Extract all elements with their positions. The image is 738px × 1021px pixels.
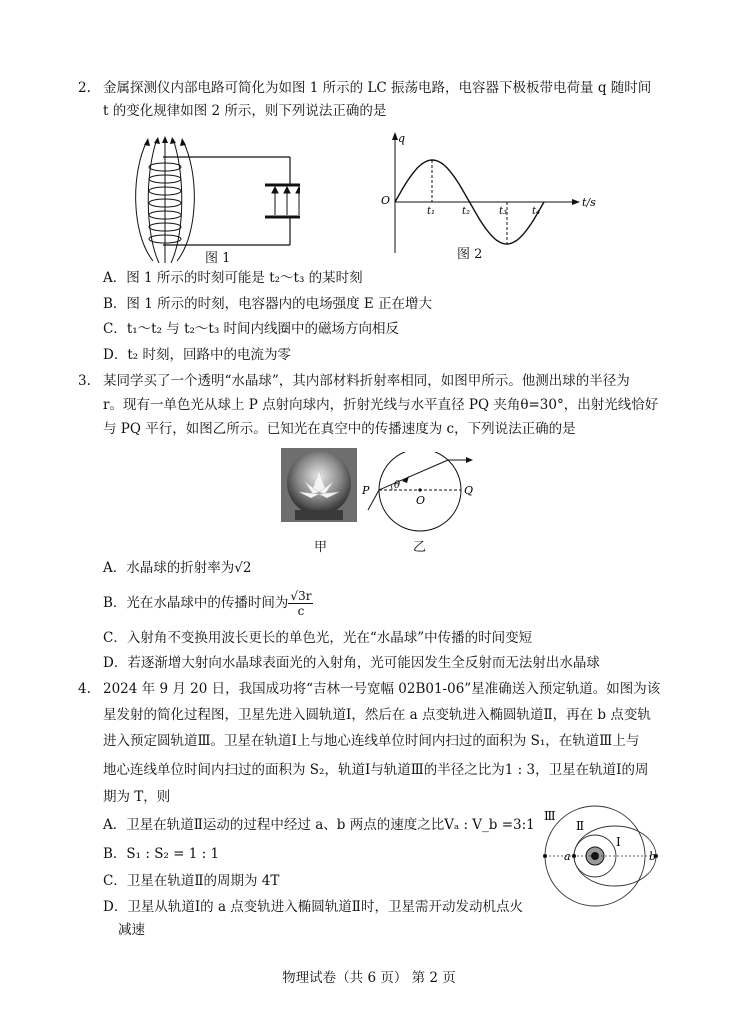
q3-number: 3.: [78, 373, 91, 389]
q-t-graph: [378, 128, 608, 260]
fraction-denominator: c: [297, 604, 305, 618]
q3-option-a-value: √2: [234, 560, 252, 576]
q2-option-a: A．图 1 所示的时刻可能是 t₂～t₃ 的某时刻: [103, 270, 363, 286]
q4-option-d-continued: 减速: [118, 922, 145, 938]
q3-stem-line2: r。现有一单色光从球上 P 点射向球内，折射光线与水平直径 PQ 夹角θ=30°，出射光线恰好: [103, 397, 659, 413]
q3-option-b-text: B．光在水晶球中的传播时间为: [103, 595, 289, 611]
q3-option-b-fraction: [288, 589, 313, 618]
q4-option-b: B．S₁ : S₂ = 1 : 1: [103, 846, 220, 862]
q4-option-a: A．卫星在轨道Ⅱ运动的过程中经过 a、b 两点的速度之比Vₐ : V_b =3:1: [103, 817, 535, 833]
tick-t1: t₁: [427, 206, 436, 217]
theta-label: θ: [394, 480, 401, 491]
q2-stem-line2: t 的变化规律如图 2 所示，则下列说法正确的是: [103, 103, 387, 119]
point-o-label: O: [416, 494, 426, 507]
q4-stem-line1: 2024 年 9 月 20 日，我国成功将“吉林一号宽幅 02B01-06”星准确送入预定轨道。如图为该: [103, 681, 661, 697]
q4-number: 4.: [78, 681, 91, 697]
crystal-ball-photo: [281, 448, 357, 522]
fig1-caption: 图 1: [205, 251, 231, 266]
page-footer: 物理试卷（共 6 页） 第 2 页: [282, 970, 456, 986]
q2-option-d: D．t₂ 时刻，回路中的电流为零: [103, 347, 291, 363]
origin-label: O: [381, 194, 391, 207]
q3-option-d: D．若逐渐增大射向水晶球表面光的入射角，光可能因发生全反射而无法射出水晶球: [103, 655, 600, 671]
orbit-diagram: [536, 800, 676, 910]
q3-stem-line1: 某同学买了一个透明“水晶球”，其内部材料折射率相同，如图甲所示。他测出球的半径为: [103, 373, 630, 389]
q4-option-d: D．卫星从轨道Ⅰ的 a 点变轨进入椭圆轨道Ⅱ时，卫星需开动发动机点火: [103, 899, 523, 915]
point-b-label: b: [649, 850, 657, 863]
fraction-numerator: √3r: [290, 589, 312, 603]
orbit-iii-label: Ⅲ: [544, 809, 556, 823]
refraction-diagram: [362, 452, 478, 538]
tick-t3: t₃: [499, 206, 508, 217]
q2-stem-line1: 金属探测仪内部电路可简化为如图 1 所示的 LC 振荡电路，电容器下极板带电荷量 q 随时间: [103, 80, 652, 96]
q4-option-c: C．卫星在轨道Ⅱ的周期为 4T: [103, 873, 280, 889]
point-a-label: a: [564, 850, 571, 863]
fig-yi-caption: 乙: [413, 540, 427, 555]
point-p-label: P: [362, 484, 370, 497]
q4-stem-line2: 星发射的简化过程图，卫星先进入圆轨道Ⅰ，然后在 a 点变轨进入椭圆轨道Ⅱ，再在 b 点变轨: [103, 707, 651, 723]
orbit-i-label: Ⅰ: [616, 835, 621, 849]
q2-option-c: C．t₁～t₂ 与 t₂～t₃ 时间内线圈中的磁场方向相反: [103, 321, 400, 337]
q4-stem-line5: 期为 T，则: [103, 789, 171, 805]
q2-number: 2.: [78, 80, 91, 96]
point-q-label: Q: [464, 484, 474, 497]
q4-stem-line4: 地心连线单位时间内扫过的面积为 S₂，轨道Ⅰ与轨道Ⅲ的半径之比为1 : 3，卫星在轨道Ⅰ的周: [103, 762, 649, 778]
orbit-ii-label: Ⅱ: [576, 819, 585, 833]
q3-option-a: [103, 558, 251, 578]
q4-stem-line3: 进入预定圆轨道Ⅲ。卫星在轨道Ⅰ上与地心连线单位时间内扫过的面积为 S₁，在轨道Ⅲ上与: [103, 733, 640, 749]
t-axis-label: t/s: [582, 196, 596, 209]
q3-option-a-text: A．水晶球的折射率为: [103, 560, 235, 576]
q3-option-b: [103, 588, 313, 618]
q2-option-b: B．图 1 所示的时刻，电容器内的电场强度 E 正在增大: [103, 296, 433, 312]
q-axis-label: q: [398, 132, 406, 145]
fig2-caption: 图 2: [457, 247, 483, 262]
tick-t2: t₂: [462, 206, 471, 217]
fig-jia-caption: 甲: [314, 540, 328, 555]
tick-t4: t₄: [532, 206, 541, 217]
q3-stem-line3: 与 PQ 平行，如图乙所示。已知光在真空中的传播速度为 c，下列说法正确的是: [103, 421, 576, 437]
q3-option-c: C．入射角不变换用波长更长的单色光，光在“水晶球”中传播的时间变短: [103, 630, 533, 646]
